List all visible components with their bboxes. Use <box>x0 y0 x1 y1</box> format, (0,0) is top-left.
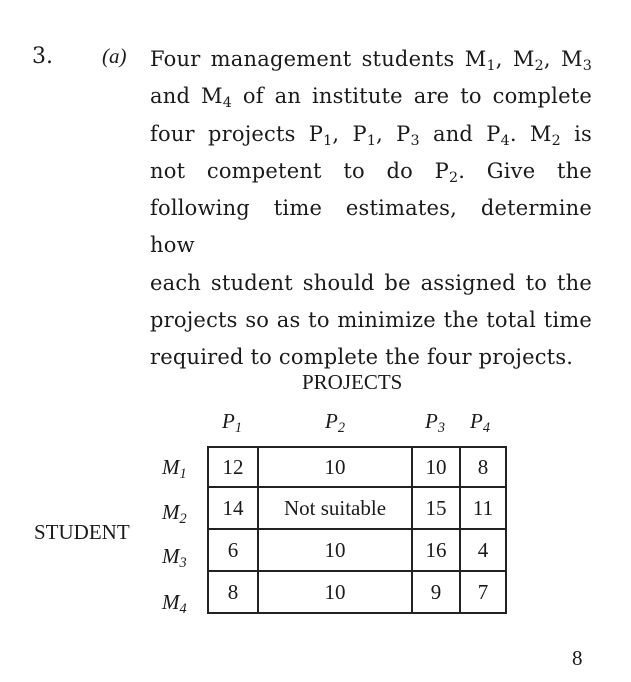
table-row <box>208 487 506 529</box>
question-line-1: Four management students $M_1$, $M_2$, $M_3$ <box>150 47 592 74</box>
question-part-label: (a) <box>102 44 127 68</box>
column-header-p2: $P_2$ <box>325 409 345 436</box>
projects-heading: PROJECTS <box>302 370 403 394</box>
question-number: 3. <box>32 44 53 69</box>
table-cell: 10 <box>412 447 460 487</box>
question-line-5: following time estimates, determine how <box>150 196 592 258</box>
table-cell: 11 <box>460 487 506 529</box>
table-cell: Not suitable <box>258 487 412 529</box>
question-text <box>150 41 592 377</box>
question-line-8: required to complete the four projects. <box>150 345 574 370</box>
table-cell: 15 <box>412 487 460 529</box>
table-cell: 12 <box>208 447 258 487</box>
row-header-m3: $M_3$ <box>162 544 187 571</box>
table-cell: 6 <box>208 529 258 571</box>
table-cell: 8 <box>208 571 258 613</box>
question-line-4: not competent to do $P_2$. Give the <box>150 158 592 186</box>
student-label: STUDENT <box>34 520 130 544</box>
row-header-m1: $M_1$ <box>162 455 187 482</box>
page-number: 8 <box>572 646 583 670</box>
row-header-m4: $M_4$ <box>162 590 187 617</box>
column-header-p3: $P_3$ <box>425 409 445 436</box>
time-estimates-table <box>207 446 507 614</box>
table-cell: 10 <box>258 529 412 571</box>
question-line-7: projects so as to minimize the total time <box>150 308 592 333</box>
table-cell: 16 <box>412 529 460 571</box>
table-cell: 10 <box>258 447 412 487</box>
column-header-p4: $P_4$ <box>470 409 490 436</box>
table-row <box>208 571 506 613</box>
question-line-6: each student should be assigned to the <box>150 270 592 295</box>
table-cell: 9 <box>412 571 460 613</box>
table-cell: 10 <box>258 571 412 613</box>
table-row <box>208 529 506 571</box>
question-line-3: four projects $P_1$, $P_1$, $P_3$ and $P_4$. $M_2$ is <box>150 121 592 149</box>
question-line-2: and $M_4$ of an institute are to complete <box>150 84 592 112</box>
table-row <box>208 447 506 487</box>
table-cell: 7 <box>460 571 506 613</box>
table-cell: 14 <box>208 487 258 529</box>
row-header-m2: $M_2$ <box>162 500 187 527</box>
table-cell: 8 <box>460 447 506 487</box>
column-header-p1: $P_1$ <box>222 409 242 436</box>
table-cell: 4 <box>460 529 506 571</box>
